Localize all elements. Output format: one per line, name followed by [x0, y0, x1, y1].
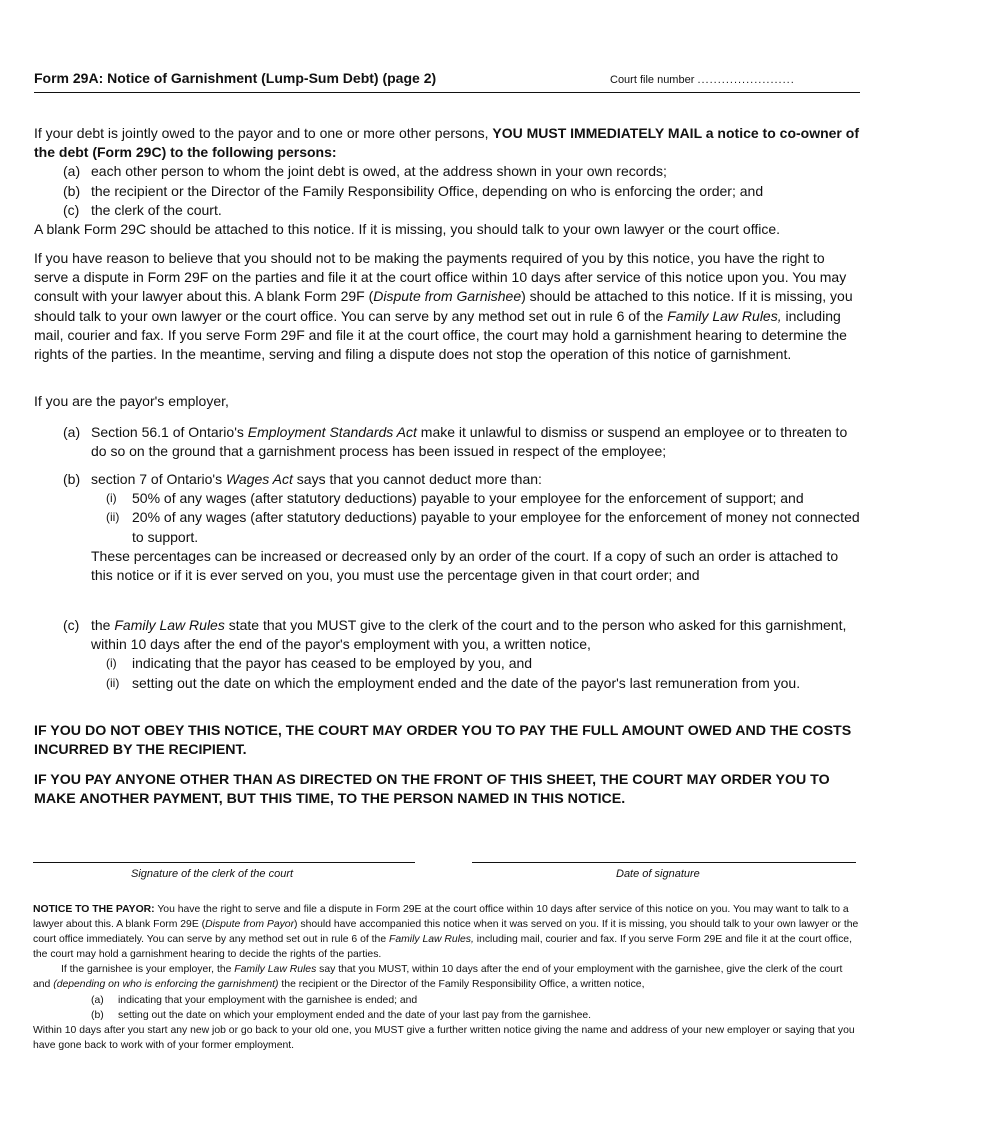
joint-debt-item-a	[34, 162, 860, 181]
payor-text: If the garnishee is your employer, the	[61, 964, 235, 976]
act-name: Employment Standards Act	[247, 424, 417, 440]
item-text: the clerk of the court.	[91, 201, 222, 218]
court-file-dots: ........................	[697, 74, 795, 86]
employer-item-b-i	[34, 489, 860, 508]
rules-name: Family Law Rules	[114, 617, 225, 633]
payor-text: the recipient or the Director of the Family Responsibility Office, a written notice,	[278, 979, 645, 991]
subitem-text: indicating that the payor has ceased to be employed by you, and	[132, 655, 533, 672]
item-text: state that you MUST give to the clerk of the court and to the person who asked for this garnishment, within 10 days after the end of the payor's employment with you, a written notice,	[91, 617, 847, 653]
dispute-paragraph	[34, 249, 860, 364]
payor-notice-heading: NOTICE TO THE PAYOR:	[33, 904, 155, 915]
dispute-rules-name: Family Law Rules,	[667, 307, 782, 324]
payor-notice	[33, 902, 861, 1053]
court-file-number	[610, 74, 795, 86]
subitem-label: (ii)	[106, 675, 120, 690]
subitem-text: 50% of any wages (after statutory deductions) payable to your employee for the enforcement of support; and	[132, 490, 804, 507]
employer-item-b-note	[34, 547, 860, 585]
employer-item-c-i	[34, 654, 860, 673]
subitem-label: (ii)	[106, 510, 120, 525]
payor-text: including mail, courier and fax. If you serve Form 29E and file it at the court office, the court may hold a garnishment hearing to decide the rights of the parties.	[33, 934, 852, 961]
court-file-label: Court file number	[610, 74, 695, 86]
item-label: (a)	[63, 424, 81, 440]
item-text: make it unlawful to dismiss or suspend an employee or to threaten to do so on the ground that a garnishment process has been issued in respect of the employee;	[91, 424, 848, 460]
payor-text: say that you MUST, within 10 days after the end of your employment with the garnishee, give the clerk of the court and	[33, 964, 843, 991]
date-signature-label: Date of signature	[616, 868, 700, 880]
payor-notice-paragraph-2	[33, 962, 861, 992]
dispute-form-name: Dispute from Garnishee	[373, 288, 522, 305]
item-text: These percentages can be increased or decreased only by an order of the court. If a copy of such an order is attached to this notice or if it is ever served on you, you must use the percentage given in that court order; and	[91, 547, 839, 584]
item-text: each other person to whom the joint debt is owed, at the address shown in your own records;	[91, 163, 667, 180]
act-name: Wages Act	[225, 471, 293, 487]
payor-enforcer-note: (depending on who is enforcing the garnishment)	[53, 979, 279, 991]
payor-rules-name: Family Law Rules	[234, 964, 317, 976]
item-text: setting out the date on which your employment ended and the date of your last pay from the garnishee.	[118, 1009, 592, 1021]
subitem-label: (i)	[106, 491, 117, 506]
dispute-text-3: including mail, courier and fax. If you serve Form 29F and file it at the court office, the court may hold a garnishment hearing to determine the rights of the parties. In the meantime, serving and filing a dispute does not stop the operation of this notice of garnishment.	[34, 307, 847, 363]
item-label: (b)	[63, 471, 81, 487]
item-label: (c)	[63, 617, 80, 633]
joint-debt-item-b	[34, 182, 860, 201]
item-label: (a)	[63, 163, 81, 180]
employer-intro: If you are the payor's employer,	[34, 393, 229, 409]
dispute-text-1: If you have reason to believe that you should not to be making the payments required of you by this notice, you have the right to serve a dispute in Form 29F on the parties and file it at the court office within 10 days after service of this notice upon you. You may consult with your lawyer about this. A blank Form 29F (	[34, 250, 847, 305]
item-text: indicating that your employment with the garnishee is ended; and	[118, 994, 418, 1006]
joint-debt-section	[34, 124, 860, 239]
item-text: says that you cannot deduct more than:	[292, 471, 542, 487]
joint-debt-note: A blank Form 29C should be attached to this notice. If it is missing, you should talk to your own lawyer or the court office.	[34, 221, 781, 238]
employer-intro-block	[34, 392, 860, 411]
dispute-section	[34, 249, 860, 364]
subitem-text: setting out the date on which the employment ended and the date of the payor's last remuneration from you.	[132, 674, 801, 691]
item-label: (b)	[63, 182, 81, 199]
joint-debt-intro-bold: YOU MUST IMMEDIATELY MAIL a notice to co-owner of the debt (Form 29C) to the following persons:	[34, 125, 859, 161]
item-label: (b)	[91, 1009, 104, 1021]
item-text: the recipient or the Director of the Family Responsibility Office, depending on who is enforcing the order; and	[91, 182, 764, 199]
joint-debt-intro-text: If your debt is jointly owed to the payor and to one or more other persons,	[34, 125, 493, 141]
payor-notice-paragraph-1	[33, 902, 861, 962]
joint-debt-item-c	[34, 201, 860, 220]
dispute-text-2: ) should be attached to this notice. If it is missing, you should talk to your own lawyer or the court office. You can serve by any method set out in rule 6 of the	[34, 288, 853, 324]
payor-item-a	[33, 993, 861, 1008]
clerk-signature-line	[33, 862, 415, 863]
joint-debt-intro	[34, 124, 860, 162]
item-text: section 7 of Ontario's	[91, 471, 226, 487]
item-text: Section 56.1 of Ontario's	[91, 424, 248, 440]
item-text: the	[91, 617, 115, 633]
employer-item-c-ii	[34, 674, 860, 693]
subitem-label: (i)	[106, 656, 117, 671]
form-header	[34, 70, 860, 93]
payor-notice-paragraph-3: Within 10 days after you start any new job or go back to your old one, you MUST give a further written notice giving the name and address of your new employer or saying that you have gone back to work with of your former employment.	[33, 1024, 855, 1051]
employer-item-b-ii	[34, 508, 860, 546]
clerk-signature-label: Signature of the clerk of the court	[131, 868, 294, 880]
item-label: (a)	[91, 994, 104, 1006]
date-signature-line	[472, 862, 856, 863]
form-title: Form 29A: Notice of Garnishment (Lump-Sum Debt) (page 2)	[34, 70, 437, 86]
item-label: (c)	[63, 201, 80, 218]
payor-text: ) should have accompanied this notice when it was served on you. If it is missing, you should talk to your own lawyer or the court office immediately. You can serve by any method set out in rule 6 of the	[33, 919, 859, 946]
employer-item-c	[34, 616, 860, 693]
employer-item-b	[34, 470, 860, 585]
payor-item-b	[33, 1008, 861, 1023]
warning-disobey: IF YOU DO NOT OBEY THIS NOTICE, THE COURT MAY ORDER YOU TO PAY THE FULL AMOUNT OWED AND THE COSTS INCURRED BY THE RECIPIENT.	[34, 723, 852, 758]
payor-rules-name: Family Law Rules,	[388, 934, 474, 946]
subitem-text: 20% of any wages (after statutory deductions) payable to your employee for the enforcement of money not connected to support.	[132, 509, 860, 545]
employer-item-a	[34, 423, 860, 461]
warning-wrong-payee: IF YOU PAY ANYONE OTHER THAN AS DIRECTED ON THE FRONT OF THIS SHEET, THE COURT MAY ORDER YOU TO MAKE ANOTHER PAYMENT, BUT THIS TIME, TO THE PERSON NAMED IN THIS NOTICE.	[34, 772, 830, 807]
payor-text: You have the right to serve and file a dispute in Form 29E at the court office within 10 days after service of this notice on you. You may want to talk to a lawyer about this. A blank Form 29E (	[33, 904, 849, 931]
payor-form-name: Dispute from Payor	[205, 919, 295, 931]
